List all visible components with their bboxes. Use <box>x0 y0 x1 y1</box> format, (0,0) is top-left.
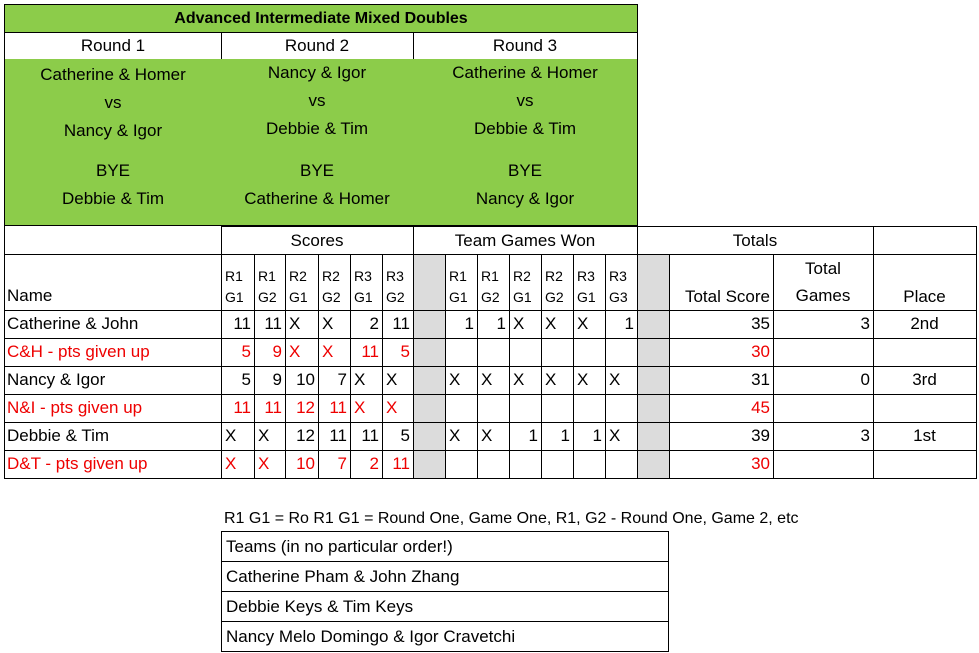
grid-line <box>4 254 976 255</box>
games-won-cell: X <box>609 370 621 389</box>
games-won-cell: X <box>577 314 589 333</box>
place-cell <box>873 338 976 366</box>
games-won-cell <box>446 338 477 366</box>
games-won-cell: 1 <box>560 426 570 445</box>
scores-header: Scores <box>290 231 344 250</box>
score-col-header-g: G2 <box>258 289 277 305</box>
total-games-cell <box>773 394 873 422</box>
match-team-a: Catherine & Homer <box>452 63 598 82</box>
score-col-header-r: R1 <box>258 268 276 284</box>
totals-header: Totals <box>732 231 778 250</box>
grid-line <box>285 254 286 479</box>
games-won-cell <box>478 450 509 478</box>
total-games-cell <box>773 450 873 478</box>
games-won-cell: X <box>545 370 557 389</box>
score-cell: 11 <box>329 398 347 417</box>
grid-line <box>573 254 574 479</box>
games-won-cell <box>478 338 509 366</box>
won-col-header-r: R1 <box>449 268 467 284</box>
games-won-cell: 1 <box>496 314 506 333</box>
score-cell: 9 <box>272 342 282 361</box>
total-score-cell: 39 <box>751 426 770 445</box>
bye-label: BYE <box>95 161 131 180</box>
round-1-header: Round 1 <box>4 32 222 60</box>
games-won-cell: 1 <box>464 314 474 333</box>
place-cell: 3rd <box>912 370 937 389</box>
games-won-cell <box>574 338 605 366</box>
team-name-cell: Debbie & Tim <box>7 426 110 445</box>
score-cell: X <box>289 314 301 333</box>
games-won-cell: X <box>449 370 461 389</box>
games-won-cell <box>574 450 605 478</box>
games-won-cell: X <box>577 370 589 389</box>
won-col-header-g: G2 <box>545 289 564 305</box>
won-col-header-g: G1 <box>449 289 468 305</box>
won-col-header-r: R2 <box>545 268 563 284</box>
total-games-cell: 3 <box>860 426 870 445</box>
total-games-header-line1: Total <box>805 259 841 278</box>
grid-line <box>4 450 976 451</box>
score-cell: 2 <box>369 314 379 333</box>
grid-line <box>382 254 383 479</box>
score-cell: 5 <box>241 370 251 389</box>
total-games-cell: 3 <box>860 314 870 333</box>
score-cell: 5 <box>400 426 410 445</box>
score-cell: X <box>225 426 237 445</box>
grid-line <box>413 226 414 479</box>
won-col-header-r: R1 <box>481 268 499 284</box>
games-won-cell <box>446 450 477 478</box>
score-cell: 11 <box>264 314 282 333</box>
games-won-cell <box>542 394 573 422</box>
place-cell: 1st <box>913 426 936 445</box>
score-cell: 11 <box>392 314 410 333</box>
games-won-cell: X <box>609 426 621 445</box>
won-col-header-r: R3 <box>609 268 627 284</box>
total-score-cell: 45 <box>751 398 770 417</box>
score-cell: 10 <box>296 454 315 473</box>
score-cell: 10 <box>296 370 315 389</box>
grid-line <box>605 254 606 479</box>
round-1-match <box>4 59 222 144</box>
grid-line <box>773 254 774 479</box>
total-score-cell: 30 <box>751 342 770 361</box>
grid-line <box>4 478 976 479</box>
score-cell: 12 <box>296 398 315 417</box>
grid-line <box>541 254 542 479</box>
team-item: Debbie Keys & Tim Keys <box>222 592 668 622</box>
score-cell: X <box>289 342 301 361</box>
won-col-header-g: G2 <box>481 289 500 305</box>
score-col-header-g: G1 <box>354 289 373 305</box>
score-cell: 9 <box>272 370 282 389</box>
grid-line <box>669 254 670 479</box>
games-won-cell: X <box>513 370 525 389</box>
score-cell: 7 <box>337 370 347 389</box>
bye-team: Debbie & Tim <box>61 189 165 208</box>
grid-line <box>4 338 976 339</box>
score-cell: X <box>322 314 334 333</box>
bye-label: BYE <box>507 161 543 180</box>
round-3-bye <box>413 143 638 226</box>
round-2-header: Round 2 <box>221 32 414 60</box>
score-col-header-r: R2 <box>322 268 340 284</box>
legend-text: R1 G1 = Ro R1 G1 = Round One, Game One, R1, G2 - Round One, Game 2, etc <box>224 510 799 527</box>
grid-line <box>509 254 510 479</box>
score-cell: 5 <box>400 342 410 361</box>
match-vs: vs <box>308 91 326 110</box>
games-won-cell: 1 <box>528 426 538 445</box>
round-2-match <box>221 59 414 144</box>
won-col-header-g: G1 <box>577 289 596 305</box>
grid-line <box>477 254 478 479</box>
score-cell: 11 <box>361 342 379 361</box>
games-won-cell: X <box>481 426 493 445</box>
match-vs: vs <box>104 93 122 112</box>
place-header: Place <box>903 287 946 306</box>
place-cell: 2nd <box>910 314 939 333</box>
round-1-bye <box>4 143 222 226</box>
games-won-cell <box>510 338 541 366</box>
sheet-title: Advanced Intermediate Mixed Doubles <box>4 4 638 33</box>
match-team-b: Debbie & Tim <box>265 119 369 138</box>
score-cell: X <box>322 342 334 361</box>
score-cell: X <box>225 454 237 473</box>
games-won-cell <box>574 394 605 422</box>
score-cell: 11 <box>233 398 251 417</box>
games-won-cell <box>606 394 637 422</box>
score-cell: 11 <box>392 454 410 473</box>
won-col-header-r: R3 <box>577 268 595 284</box>
match-team-a: Nancy & Igor <box>267 63 367 82</box>
grid-line <box>221 226 222 479</box>
games-won-cell: 1 <box>624 314 634 333</box>
score-cell: X <box>258 426 270 445</box>
won-col-header-r: R2 <box>513 268 531 284</box>
match-team-a: Catherine & Homer <box>40 65 186 84</box>
grid-line <box>445 254 446 479</box>
grid-line <box>4 310 976 311</box>
games-won-cell <box>542 450 573 478</box>
score-col-header-g: G1 <box>225 289 244 305</box>
score-cell: X <box>386 398 398 417</box>
score-col-header-r: R3 <box>386 268 404 284</box>
games-won-cell: X <box>545 314 557 333</box>
name-header: Name <box>7 286 53 305</box>
score-cell: X <box>386 370 398 389</box>
bye-label: BYE <box>299 161 335 180</box>
games-won-cell <box>542 338 573 366</box>
teams-list <box>221 531 669 652</box>
team-name-cell: D&T - pts given up <box>7 454 148 473</box>
score-cell: 11 <box>264 398 282 417</box>
grid-line <box>976 226 977 479</box>
games-won-cell: 1 <box>592 426 602 445</box>
score-cell: 5 <box>241 342 251 361</box>
games-won-cell: X <box>449 426 461 445</box>
match-team-b: Nancy & Igor <box>63 121 163 140</box>
grid-line <box>4 226 5 479</box>
score-col-header-g: G2 <box>386 289 405 305</box>
won-col-header-g: G1 <box>513 289 532 305</box>
match-team-b: Debbie & Tim <box>473 119 577 138</box>
total-score-header: Total Score <box>684 287 770 306</box>
round-2-bye <box>221 143 414 226</box>
score-col-header-g: G1 <box>289 289 308 305</box>
games-won-cell <box>606 450 637 478</box>
score-cell: X <box>258 454 270 473</box>
score-cell: 2 <box>369 454 379 473</box>
grid-line <box>4 394 976 395</box>
games-won-cell <box>510 394 541 422</box>
games-won-cell <box>510 450 541 478</box>
won-col-header-g: G3 <box>609 289 628 305</box>
score-cell: 11 <box>329 426 347 445</box>
score-cell: 7 <box>337 454 347 473</box>
bye-team: Catherine & Homer <box>244 189 390 208</box>
games-won-cell: X <box>481 370 493 389</box>
games-won-cell: X <box>513 314 525 333</box>
total-score-cell: 30 <box>751 454 770 473</box>
team-name-cell: Catherine & John <box>7 314 139 333</box>
grid-line <box>318 254 319 479</box>
score-cell: 12 <box>296 426 315 445</box>
grid-line <box>4 422 976 423</box>
score-cell: 11 <box>233 314 251 333</box>
grid-line <box>4 366 976 367</box>
team-item: Catherine Pham & John Zhang <box>222 562 668 592</box>
games-won-cell <box>478 394 509 422</box>
grid-line <box>221 226 976 227</box>
team-games-won-header: Team Games Won <box>454 231 596 250</box>
grid-line <box>873 226 874 479</box>
total-games-cell: 0 <box>860 370 870 389</box>
team-name-cell: Nancy & Igor <box>7 370 106 389</box>
team-name-cell: N&I - pts given up <box>7 398 143 417</box>
bye-team: Nancy & Igor <box>475 189 575 208</box>
score-cell: X <box>354 398 366 417</box>
round-3-header: Round 3 <box>413 32 638 60</box>
games-won-cell <box>606 338 637 366</box>
place-cell <box>873 394 976 422</box>
score-cell: 11 <box>361 426 379 445</box>
score-col-header-r: R2 <box>289 268 307 284</box>
total-score-cell: 31 <box>751 370 770 389</box>
grid-line <box>254 254 255 479</box>
place-cell <box>873 450 976 478</box>
score-cell: X <box>354 370 366 389</box>
teams-list-heading: Teams (in no particular order!) <box>222 532 668 562</box>
score-col-header-g: G2 <box>322 289 341 305</box>
games-won-cell <box>446 394 477 422</box>
grid-line <box>637 226 638 479</box>
total-games-cell <box>773 338 873 366</box>
score-col-header-r: R3 <box>354 268 372 284</box>
round-3-match <box>413 59 638 144</box>
total-score-cell: 35 <box>751 314 770 333</box>
total-games-header-line2: Games <box>795 286 851 305</box>
team-item: Nancy Melo Domingo & Igor Cravetchi <box>226 627 516 646</box>
score-col-header-r: R1 <box>225 268 243 284</box>
grid-line <box>350 254 351 479</box>
team-name-cell: C&H - pts given up <box>7 342 150 361</box>
match-vs: vs <box>516 91 534 110</box>
